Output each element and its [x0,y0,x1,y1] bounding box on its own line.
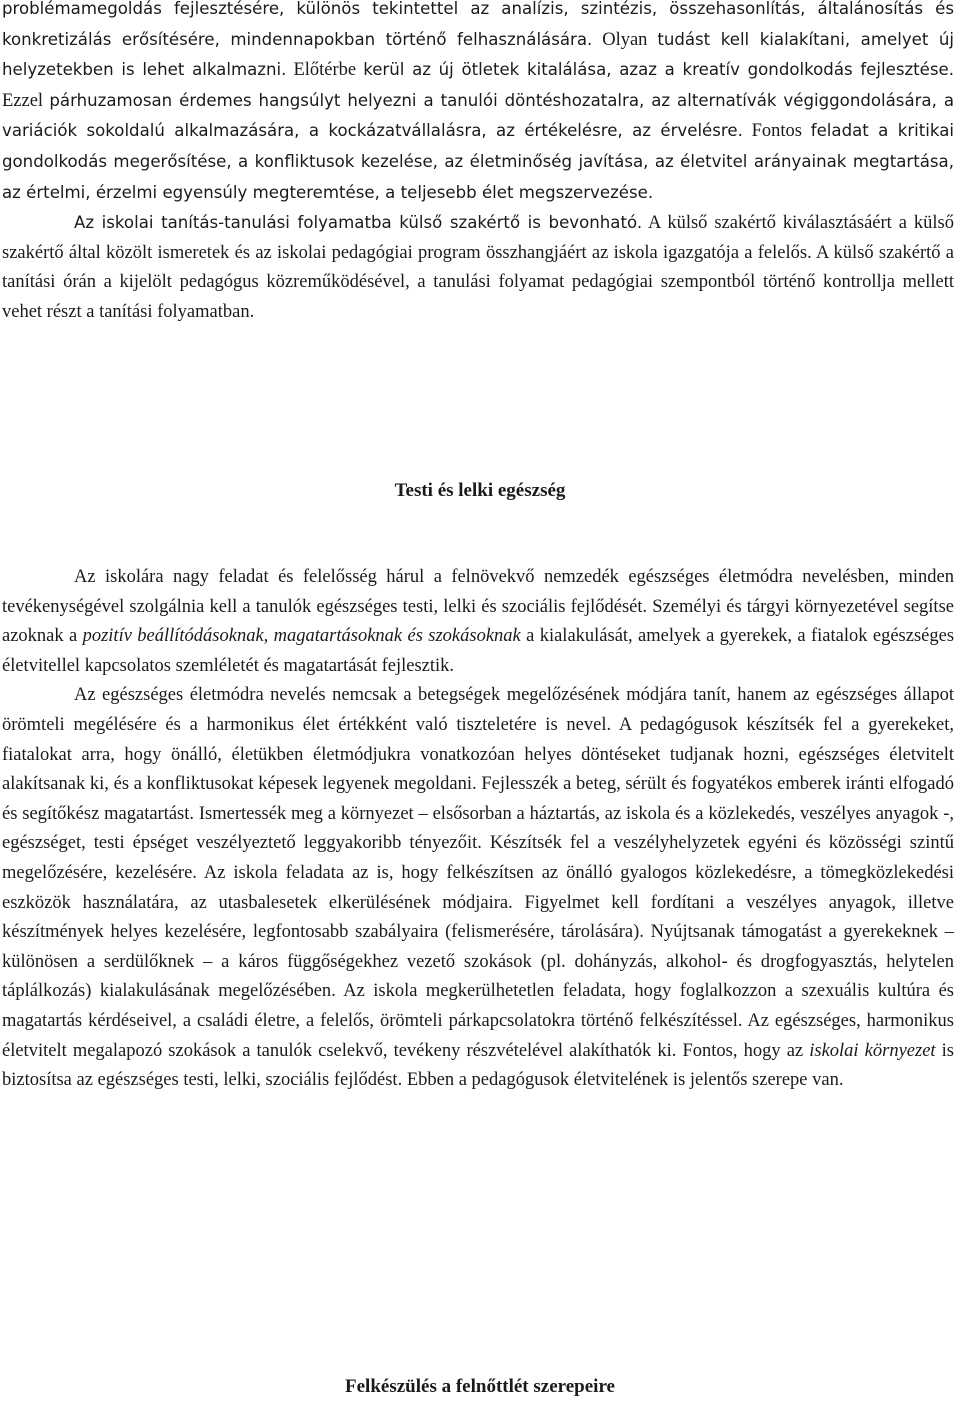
text-run: Fontos [751,121,802,142]
section-health [2,563,954,1096]
section-intro [2,0,954,328]
text-run: A külső szakértő kiválasztásáért a külső szakértő által közölt ismeretek és az iskolai pedagógiai program összhangjáért az iskola igazgatója a felelős. [2,213,955,263]
section-heading-felkeszules: Felkészülés a felnőttlét szerepeire [345,1376,615,1397]
text-run: A külső szakértő a tanítási órán a kijelölt pedagógus közreműködésével, a tanulási folyamat pedagógiai szempontból történő kontrollja mellett vehet részt a tanítási folyamatban. [2,242,954,322]
section-heading-testi: Testi és lelki egészség [394,480,566,501]
text-run: Előtérbe [293,60,357,81]
text-run: is biztosítsa az egészséges testi, lelki, szociális fejlődést. Ebben a pedagógusok életvitelének is jelentős szerepe van. [2,1040,955,1091]
text-run: tudást kell kialakítani, amelyet új helyzetekben is lehet alkalmazni. [2,29,955,80]
text-run: kerül az új ötletek kitalálása, azaz a kreatív gondolkodás fejlesztése. [363,60,955,80]
text-run: Az iskolai tanítás-tanulási folyamatba külső szakértő is bevonható. [74,213,643,233]
text-run: a kialakulását, amelyek a gyerekek, a fiatalok egészséges életvitellel kapcsolatos szemléletét és magatartását fejlesztik. [2,626,955,676]
paragraph-problem-solving [2,0,954,208]
emphasis-text: iskolai környezet [809,1040,936,1061]
paragraph-healthy-lifestyle [2,681,954,1095]
text-run: problémamegoldás fejlesztésére, különös tekintettel az analízis, szintézis, összehasonlítás, általánosítás és konkretizálás erősítésére, mindennapokban történő felhasználására. [2,0,954,49]
emphasis-text: pozitív beállítódásoknak, magatartásoknak és szokásoknak [82,626,521,647]
text-run: Az iskolára nagy feladat és felelősség hárul a felnövekvő nemzedék egészséges életmódra nevelésben, minden tevékenységével szolgálnia kell a tanulók egészséges testi, lelki és szociális fejlődését. Személyi és tárgyi környezetével segítse azoknak a [2,567,954,647]
text-run: Ezzel [2,90,44,111]
paragraph-school-task [2,563,954,681]
paragraph-external-expert [2,208,954,327]
text-run: Olyan [602,29,648,50]
text-run: párhuzamosan érdemes hangsúlyt helyezni a tanulói döntéshozatalra, az alternatívák végiggondolására, a variációk sokoldalú alkalmazására, a kockázatvállalásra, az értékelésre, az érvelésre. [2,90,954,141]
text-run: feladat a kritikai gondolkodás megerősítése, a konfliktusok kezelése, az életminőség javítása, az életvitel arányainak megtartása, az értelmi, érzelmi egyensúly megteremtése, a teljesebb élet megszervezése. [2,121,955,202]
text-run: Az egészséges életmódra nevelés nemcsak a betegségek megelőzésének módjára tanít, hanem az egészséges állapot örömteli megélésére és a harmonikus élet értékként való tiszteletére is nevel. A pedagógusok készítsék fel a gyerekeket, fiatalokat arra, hogy önálló, életükben életmódjukra vonatkozóan helyes döntéseket tudjanak hozni, egészséges életvitelt alakítsanak ki, és a konfliktusokat képesek legyenek megoldani. Fejlesszék a beteg, sérült és fogyatékos emberek iránti elfogadó és segítőkész magatartást. Ismertessék meg a környezet – elsősorban a háztartás, az iskola és a közlekedés, veszélyes anyagok -, egészséget, testi épséget veszélyeztető leggyakoribb tényezőit. Készítsék fel a veszélyhelyzetek egyéni és közösségi szintű megelőzésére, kezelésére. Az iskola feladata az is, hogy felkészítsen az önálló gyalogos közlekedésre, a tömegközlekedési eszközök használatára, az utasbalesetek elkerülésének módjaira. Figyelmet kell fordítani a veszélyes anyagok, illetve készítmények helyes kezelésére, legfontosabb szabályaira (felismerésére, tárolására). Nyújtsanak támogatást a gyerekeknek – különösen a serdülőknek – a káros függőségekhez vezető szokások (pl. dohányzás, alkohol- és drogfogyasztás, helytelen táplálkozás) kialakulásának megelőzésében. Az iskola megkerülhetetlen feladata, hogy foglalkozzon a szexuális kultúra és magatartás kérdéseivel, a családi életre, a felelős, örömteli párkapcsolatokra történő felkészítéssel. Az egészséges, harmonikus életvitelt megalapozó szokások a tanulók cselekvő, tevékeny részvételével alakíthatók ki. Fontos, hogy az [2,685,954,1061]
